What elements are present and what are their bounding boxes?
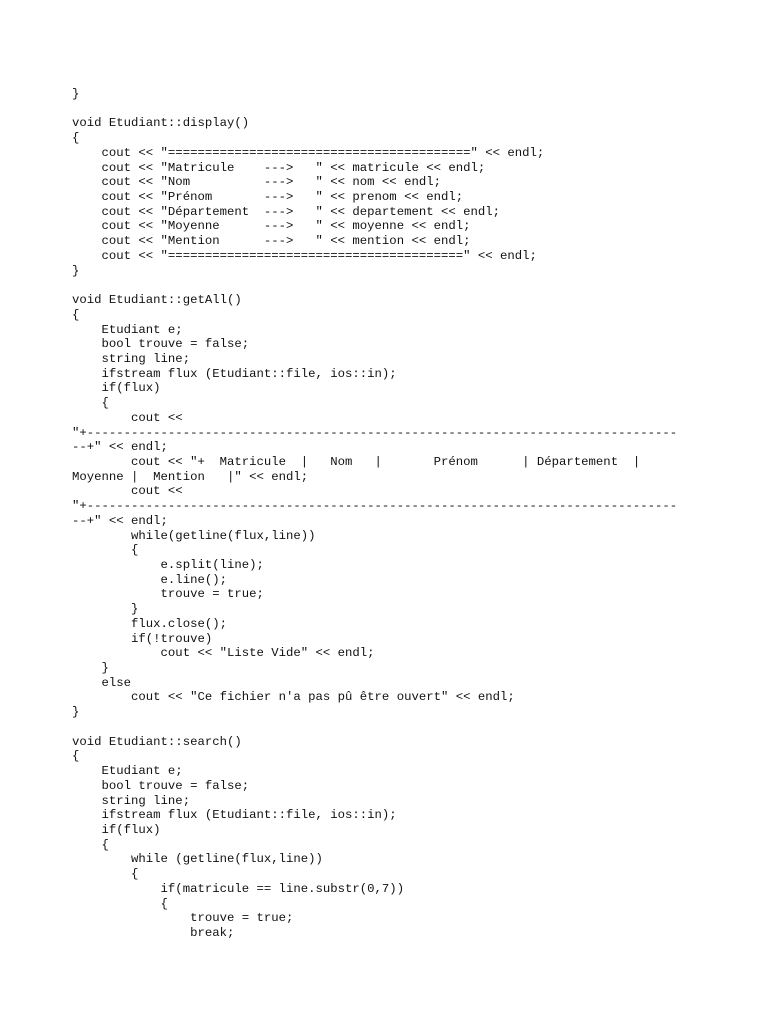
code-line: bool trouve = false; bbox=[72, 778, 250, 793]
code-line: --+" << endl; bbox=[72, 513, 168, 528]
code-line: { bbox=[72, 837, 109, 852]
code-line: flux.close(); bbox=[72, 616, 227, 631]
code-line: cout << "========================================" << endl; bbox=[72, 248, 537, 263]
code-line: "+-------------------------------------------------------------------------------- bbox=[72, 499, 678, 514]
code-line: } bbox=[72, 87, 80, 101]
code-line: Etudiant e; bbox=[72, 764, 183, 779]
code-line: void Etudiant::getAll() bbox=[72, 293, 242, 308]
code-line: { bbox=[72, 896, 168, 911]
code-line: while(getline(flux,line)) bbox=[72, 528, 316, 543]
code-line bbox=[72, 278, 677, 293]
code-line: string line; bbox=[72, 793, 191, 808]
code-line: string line; bbox=[72, 351, 191, 366]
code-line bbox=[72, 102, 677, 117]
code-line: { bbox=[72, 131, 80, 146]
code-line: void Etudiant::search() bbox=[72, 734, 242, 749]
code-block bbox=[72, 87, 677, 941]
code-line bbox=[72, 720, 677, 735]
code-line: Moyenne | Mention |" << endl; bbox=[72, 469, 309, 484]
code-line: cout << "Liste Vide" << endl; bbox=[72, 646, 375, 661]
code-line: else bbox=[72, 675, 132, 690]
code-line: trouve = true; bbox=[72, 911, 294, 926]
code-line: break; bbox=[72, 925, 235, 940]
code-line: cout << "Nom ---> " << nom << endl; bbox=[72, 175, 441, 190]
code-line: bool trouve = false; bbox=[72, 337, 250, 352]
code-line: void Etudiant::display() bbox=[72, 116, 250, 131]
code-line: } bbox=[72, 263, 80, 278]
code-line: if(flux) bbox=[72, 822, 161, 837]
code-line: "+-------------------------------------------------------------------------------- bbox=[72, 425, 678, 440]
code-line: if(matricule == line.substr(0,7)) bbox=[72, 881, 405, 896]
code-line: e.split(line); bbox=[72, 558, 264, 572]
code-line: { bbox=[72, 867, 139, 882]
code-line: } bbox=[72, 602, 139, 617]
code-line: trouve = true; bbox=[72, 587, 264, 602]
code-line: { bbox=[72, 749, 80, 764]
code-line: ifstream flux (Etudiant::file, ios::in); bbox=[72, 808, 397, 823]
code-line: } bbox=[72, 661, 109, 676]
code-line: cout << "Ce fichier n'a pas pû être ouvert" << endl; bbox=[72, 690, 515, 705]
code-line: if(flux) bbox=[72, 381, 161, 396]
code-line: --+" << endl; bbox=[72, 440, 168, 455]
code-line: cout << "Moyenne ---> " << moyenne << endl; bbox=[72, 219, 471, 234]
code-line: cout << bbox=[72, 410, 183, 425]
code-line: cout << "Prénom ---> " << prenom << endl; bbox=[72, 190, 464, 205]
code-line: cout << "Mention ---> " << mention << endl; bbox=[72, 234, 471, 249]
code-line: cout << "=========================================" << endl; bbox=[72, 145, 545, 160]
code-line: ifstream flux (Etudiant::file, ios::in); bbox=[72, 366, 397, 381]
code-line: cout << "+ Matricule | Nom | Prénom | Département | bbox=[72, 454, 641, 469]
code-line: { bbox=[72, 396, 109, 411]
code-line: cout << "Département ---> " << departement << endl; bbox=[72, 204, 501, 219]
code-line: { bbox=[72, 307, 80, 322]
code-line: while (getline(flux,line)) bbox=[72, 852, 323, 867]
code-line: } bbox=[72, 705, 80, 720]
code-line: e.line(); bbox=[72, 572, 227, 587]
code-line: cout << bbox=[72, 484, 183, 499]
code-line: cout << "Matricule ---> " << matricule << endl; bbox=[72, 160, 486, 175]
code-line: Etudiant e; bbox=[72, 322, 183, 337]
code-line: if(!trouve) bbox=[72, 631, 213, 646]
code-line: { bbox=[72, 543, 139, 558]
